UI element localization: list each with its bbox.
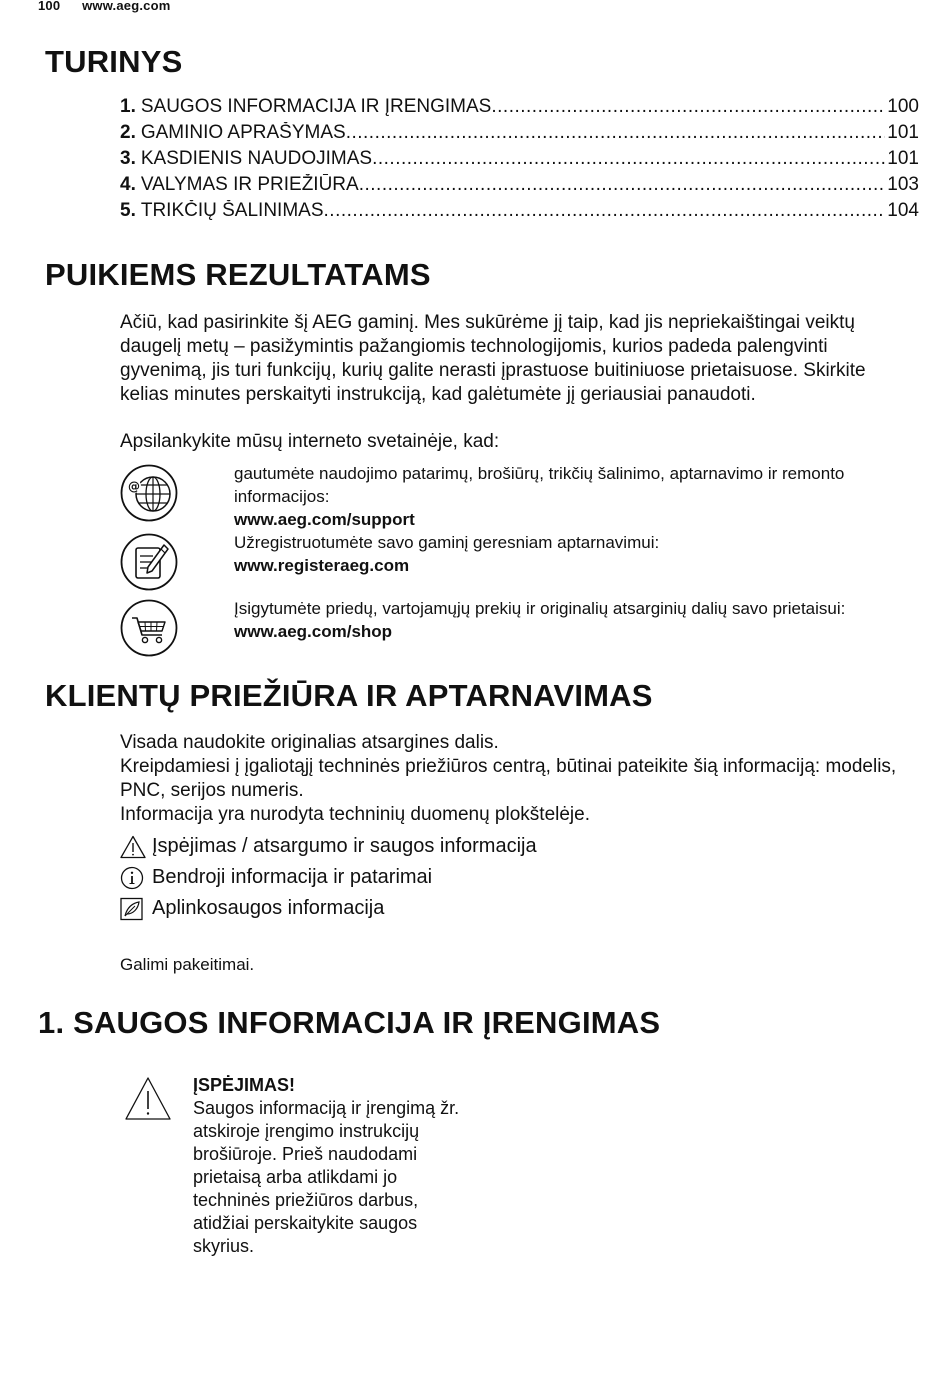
toc-leader-dots xyxy=(346,122,886,144)
toc-item-label: KASDIENIS NAUDOJIMAS xyxy=(140,148,373,169)
toc-item-page: 100 xyxy=(887,96,919,117)
toc-leader-dots xyxy=(491,96,885,118)
support-line: Kreipdamiesi į įgaliotąjį techninės priežiūros centrą, būtinai pateikite šią informaciją: modelis, PNC, serijos numeris. xyxy=(120,756,897,801)
toc-item-label: GAMINIO APRAŠYMAS xyxy=(140,122,346,143)
toc-item[interactable] xyxy=(120,122,919,148)
toc-item[interactable] xyxy=(120,200,919,226)
symbol-legend xyxy=(120,831,537,924)
toc-item-page: 101 xyxy=(887,148,919,169)
warning-triangle-icon xyxy=(124,1076,172,1122)
support-line: Informacija yra nurodyta techninių duomenų plokštelėje. xyxy=(120,804,590,825)
toc-leader-dots xyxy=(372,148,885,170)
results-intro: Ačiū, kad pasirinkite šį AEG gaminį. Mes sukūrėme jį taip, kad jis nepriekaištingai veiktų daugelį metų – pasižymintis pažangiomis technologijomis, kurios padeda palengvinti gyvenimą, jis turi funkcijų, kurių galite nerasti įprastuose buitiniuose prietaisuose. Skirkite kelias minutes perskaityti instrukciją, kad galėtumėte jį geriausiai panaudoti. xyxy=(120,312,866,405)
running-header xyxy=(38,0,171,13)
toc-item-number: 3. xyxy=(120,148,136,169)
toc-leader-dots xyxy=(359,174,886,196)
warning-body: Saugos informaciją ir įrengimą žr. atskiroje įrengimo instrukcijų brošiūroje. Prieš naudodami prietaisą arba atlikdami jo techninės priežiūros darbus, atidžiai perskaitykite saugos skyrius. xyxy=(193,1098,460,1256)
toc-item-page: 101 xyxy=(887,122,919,143)
safety-section-title: 1. SAUGOS INFORMACIJA IR ĮRENGIMAS xyxy=(38,1005,661,1040)
register-link[interactable]: www.registeraeg.com xyxy=(234,556,410,575)
warning-triangle-icon xyxy=(120,835,146,859)
register-notepad-icon xyxy=(120,533,178,591)
svg-text:@: @ xyxy=(128,479,140,494)
toc-item-number: 2. xyxy=(120,122,136,143)
table-of-contents xyxy=(120,96,919,226)
shop-link[interactable]: www.aeg.com/shop xyxy=(234,622,393,641)
support-title: KLIENTŲ PRIEŽIŪRA IR APTARNAVIMAS xyxy=(45,678,653,713)
toc-item-number: 4. xyxy=(120,174,136,195)
toc-leader-dots xyxy=(324,200,886,222)
legend-label: Įspėjimas / atsargumo ir saugos informacija xyxy=(152,835,537,857)
service-text xyxy=(234,597,894,643)
toc-item-label: VALYMAS IR PRIEŽIŪRA xyxy=(140,174,359,195)
toc-item-number: 1. xyxy=(120,96,136,117)
globe-icon xyxy=(120,464,178,522)
toc-item-label: TRIKČIŲ ŠALINIMAS xyxy=(140,200,324,221)
toc-item-page: 103 xyxy=(887,174,919,195)
leaf-icon xyxy=(120,897,146,921)
legend-label: Aplinkosaugos informacija xyxy=(152,897,385,919)
toc-item[interactable] xyxy=(120,174,919,200)
service-description: gautumėte naudojimo patarimų, brošiūrų, trikčių šalinimo, aptarnavimo ir remonto informacijos: xyxy=(234,464,845,506)
toc-item-page: 104 xyxy=(887,200,919,221)
toc-item[interactable] xyxy=(120,148,919,174)
results-title: PUIKIEMS REZULTATAMS xyxy=(45,257,431,292)
page-number: 100 xyxy=(38,0,61,13)
support-link[interactable]: www.aeg.com/support xyxy=(234,510,415,529)
toc-title: TURINYS xyxy=(45,44,183,79)
info-icon xyxy=(120,866,146,890)
legend-label: Bendroji informacija ir patarimai xyxy=(152,866,433,888)
results-visit: Apsilankykite mūsų interneto svetainėje, kad: xyxy=(120,431,500,452)
service-description: Įsigytumėte priedų, vartojamųjų prekių ir originalių atsarginių dalių savo prietaisui: xyxy=(234,599,846,618)
warning-title: ĮSPĖJIMAS! xyxy=(193,1075,296,1095)
legend-item-warning xyxy=(120,831,537,862)
support-text xyxy=(120,731,910,827)
changes-note: Galimi pakeitimai. xyxy=(120,955,255,974)
service-text xyxy=(234,462,894,531)
toc-item-label: SAUGOS INFORMACIJA IR ĮRENGIMAS xyxy=(140,96,492,117)
shopping-cart-icon xyxy=(120,599,178,657)
service-description: Užregistruotumėte savo gaminį geresniam aptarnavimui: xyxy=(234,533,660,552)
legend-item-info xyxy=(120,862,537,893)
support-line: Visada naudokite originalias atsargines dalis. xyxy=(120,732,499,753)
header-site: www.aeg.com xyxy=(82,0,171,13)
toc-item-number: 5. xyxy=(120,200,136,221)
toc-item[interactable] xyxy=(120,96,919,122)
warning-text xyxy=(193,1074,463,1258)
legend-item-environment xyxy=(120,893,537,924)
service-text xyxy=(234,531,894,577)
